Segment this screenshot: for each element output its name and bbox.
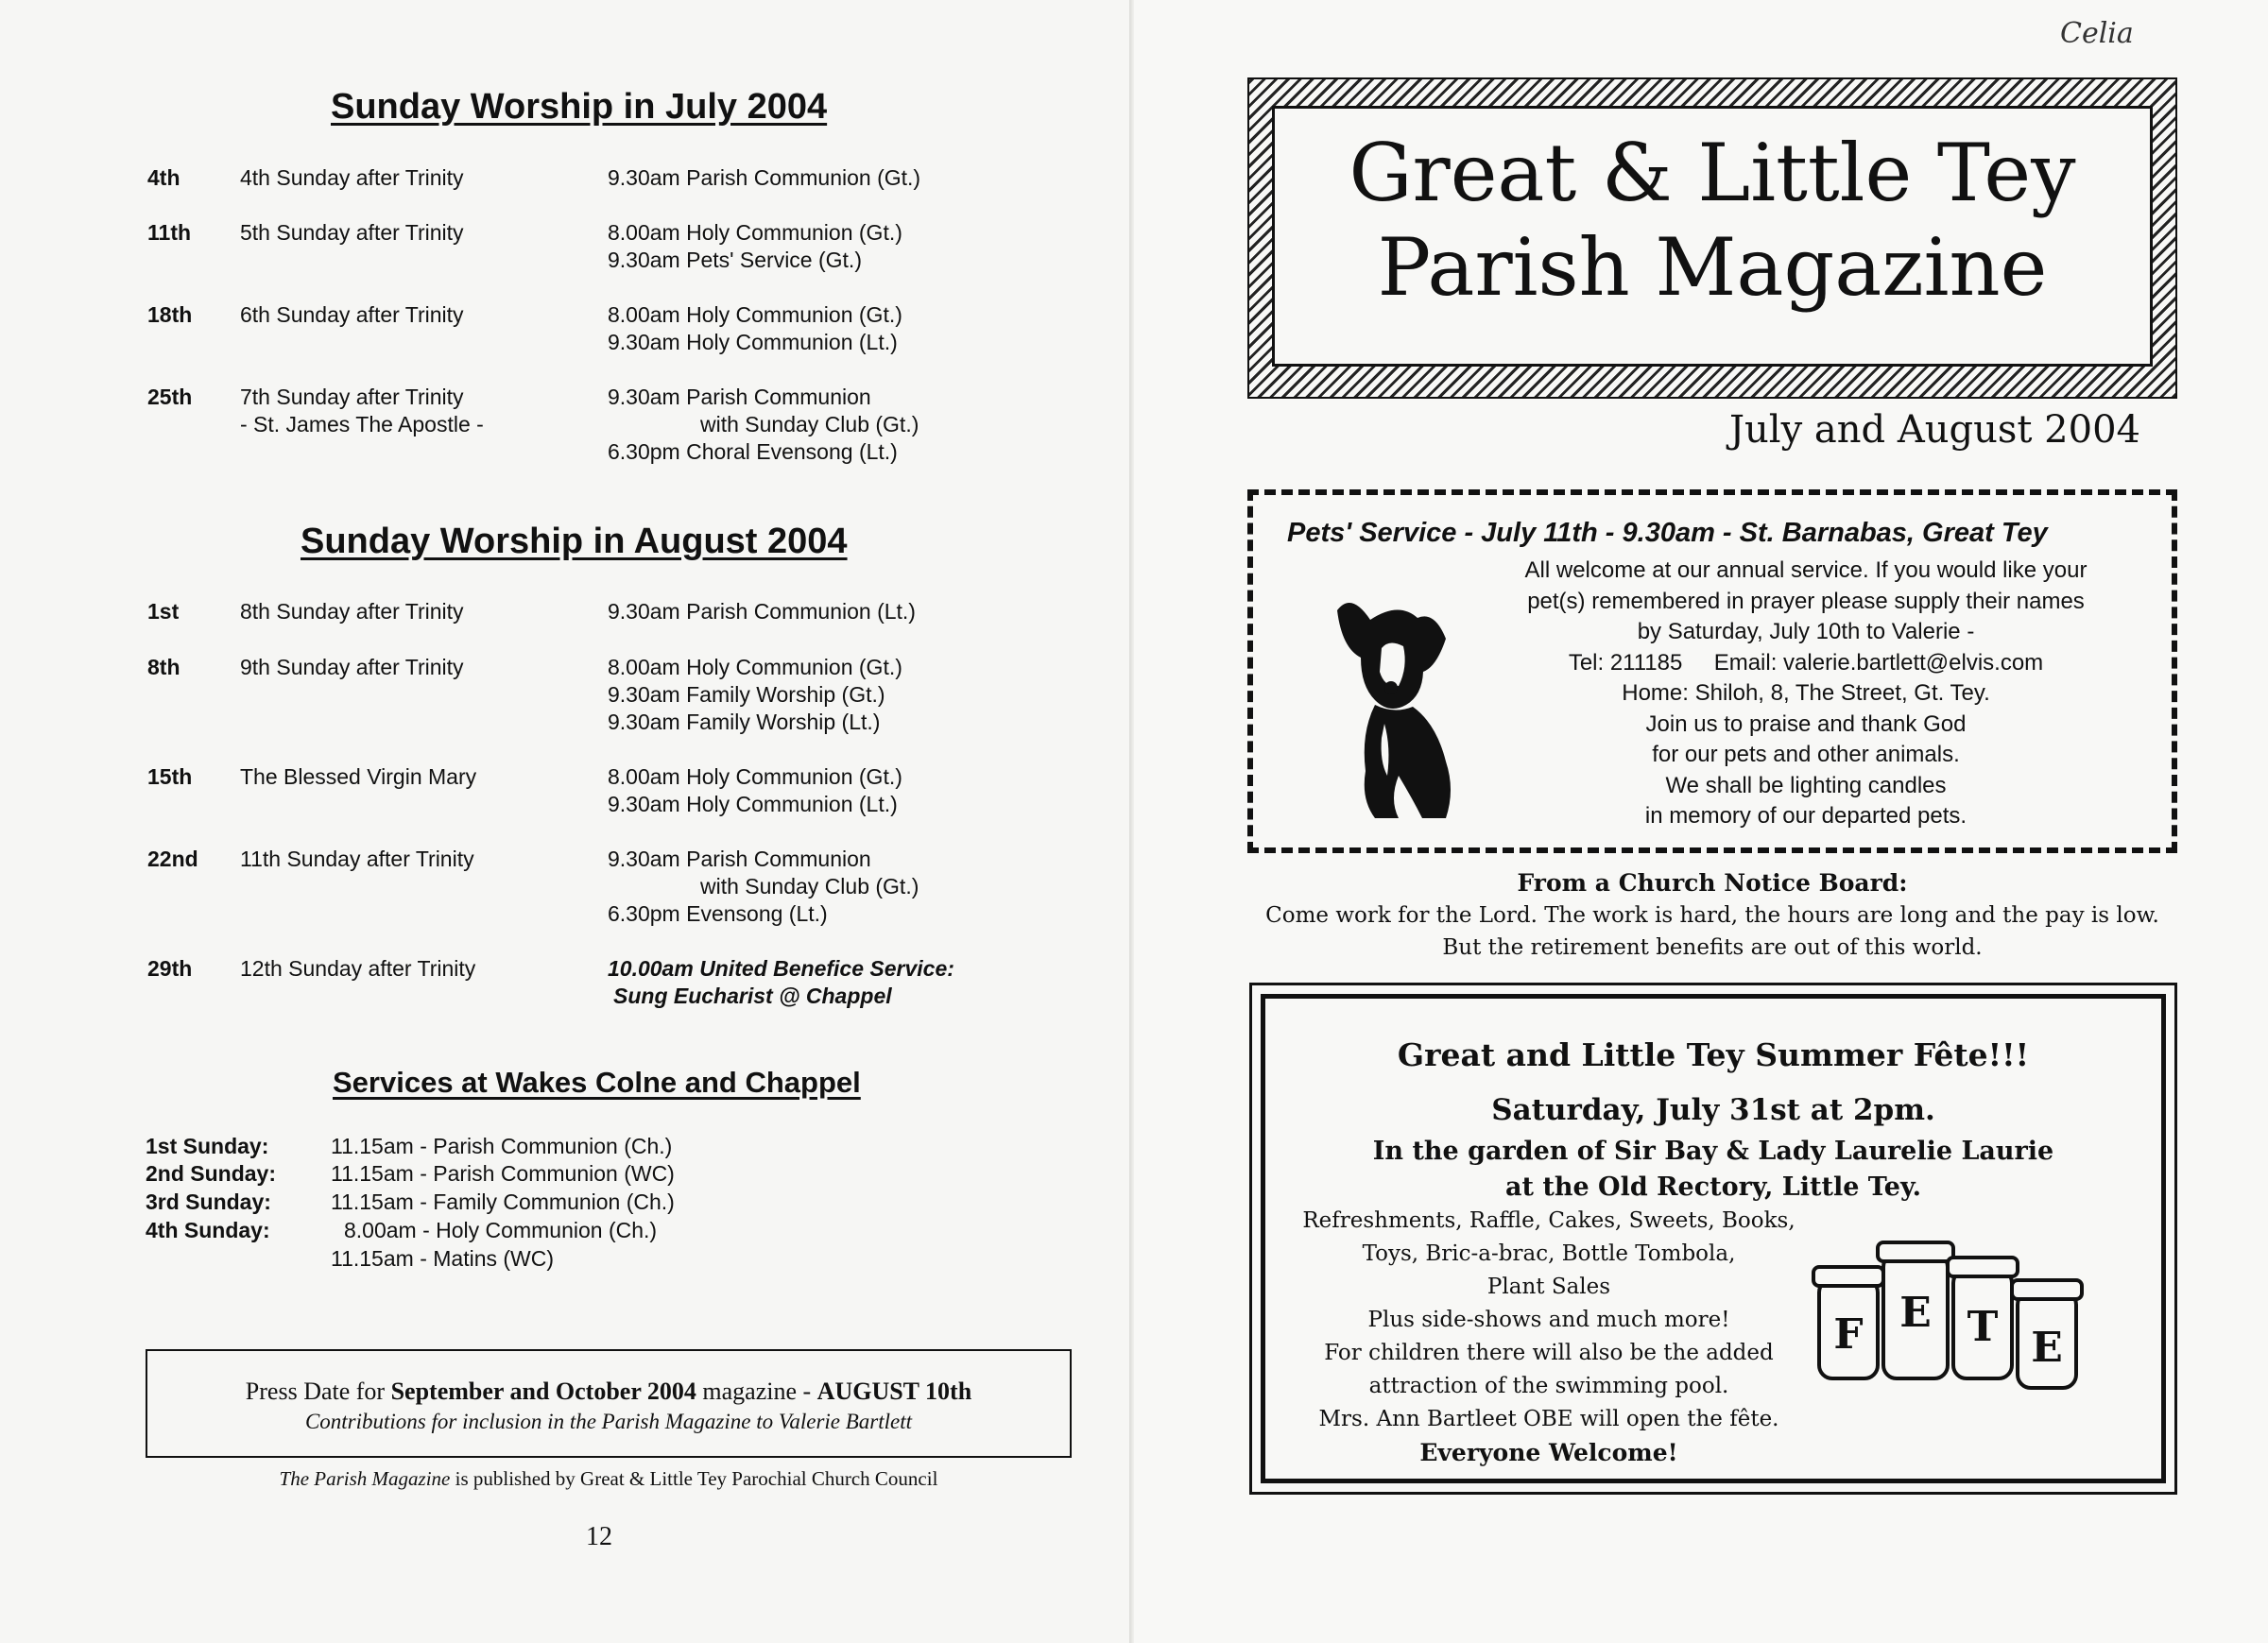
- press-date-box: [146, 1349, 1072, 1458]
- row-name: 12th Sunday after Trinity: [240, 956, 476, 981]
- wakes-label: 1st Sunday:: [146, 1134, 269, 1158]
- row-day: 22nd: [147, 847, 198, 871]
- row-services: [608, 846, 919, 928]
- pets-line: for our pets and other animals.: [1652, 742, 1960, 767]
- row-services: [608, 598, 916, 625]
- issue-date: July and August 2004: [1729, 408, 2140, 452]
- published-italic: The Parish Magazine: [279, 1467, 451, 1490]
- service-line: with Sunday Club (Gt.): [700, 874, 919, 899]
- notice-line: But the retirement benefits are out of this world.: [1442, 935, 1983, 960]
- pets-line: Join us to praise and thank God: [1645, 710, 1967, 737]
- row-name: [240, 384, 484, 438]
- press-date: AUGUST 10th: [816, 1378, 972, 1405]
- jar-letter: T: [1967, 1303, 1999, 1351]
- notice-line: Come work for the Lord. The work is hard, the hours are long and the pay is low.: [1265, 903, 2159, 928]
- row-name: 11th Sunday after Trinity: [240, 847, 474, 871]
- row-name: 6th Sunday after Trinity: [240, 302, 464, 327]
- fete-line: Toys, Bric-a-brac, Bottle Tombola,: [1362, 1241, 1736, 1266]
- pets-service-box: [1247, 489, 2177, 853]
- handwritten-note: Celia: [2060, 17, 2134, 50]
- fete-line: For children there will also be the added: [1324, 1341, 1774, 1365]
- row-services: [608, 301, 902, 356]
- pets-line: by Saturday, July 10th to Valerie -: [1637, 619, 1975, 644]
- row-services: [608, 219, 902, 274]
- row-day: 29th: [147, 956, 193, 981]
- fete-attractions: [1284, 1205, 1813, 1469]
- notice-board: [1247, 867, 2177, 964]
- notice-heading: From a Church Notice Board:: [1517, 869, 1908, 897]
- row-name: The Blessed Virgin Mary: [240, 764, 477, 789]
- row-day: 15th: [147, 764, 193, 789]
- service-line: 9.30am Family Worship (Gt.): [608, 682, 885, 707]
- service-line: 9.30am Parish Communion: [608, 385, 871, 409]
- service-line: 10.00am United Benefice Service:: [608, 956, 954, 981]
- service-line: 9.30am Parish Communion (Lt.): [608, 599, 916, 624]
- fete-jars-illustration: [1810, 1237, 2093, 1397]
- dog-illustration: [1332, 582, 1465, 828]
- service-line: with Sunday Club (Gt.): [700, 412, 919, 436]
- press-date-line: [147, 1378, 1070, 1406]
- fete-title: Great and Little Tey Summer Fête!!!: [1397, 1036, 2030, 1073]
- row-services: [608, 654, 902, 736]
- pets-line: We shall be lighting candles: [1665, 772, 1947, 798]
- pets-line: Home: Shiloh, 8, The Street, Gt. Tey.: [1622, 680, 1990, 706]
- pets-line: in memory of our departed pets.: [1644, 803, 1967, 829]
- wakes-value: 11.15am - Parish Communion (WC): [331, 1161, 675, 1186]
- fete-line: attraction of the swimming pool.: [1368, 1374, 1729, 1398]
- masthead-line2: Parish Magazine: [1377, 221, 2048, 314]
- wakes-value: 11.15am - Matins (WC): [331, 1246, 555, 1271]
- wakes-label: 4th Sunday:: [146, 1218, 270, 1242]
- row-services: [608, 763, 902, 818]
- masthead-line1: Great & Little Tey: [1349, 127, 2076, 219]
- row-name: 8th Sunday after Trinity: [240, 599, 464, 624]
- fete-line: Mrs. Ann Bartleet OBE will open the fête.: [1318, 1407, 1779, 1431]
- fete-box-inner: [1261, 994, 2166, 1483]
- service-line: 9.30am Pets' Service (Gt.): [608, 248, 862, 272]
- jar-letter: F: [1833, 1310, 1864, 1359]
- published-rest: is published by Great & Little Tey Parochial Church Council: [450, 1467, 938, 1490]
- row-services: [608, 955, 954, 1010]
- wakes-label: 2nd Sunday:: [146, 1161, 277, 1186]
- press-note: Contributions for inclusion in the Parish Magazine to Valerie Bartlett: [304, 1410, 913, 1433]
- august-heading: Sunday Worship in August 2004: [301, 522, 848, 561]
- fete-welcome: Everyone Welcome!: [1419, 1439, 1678, 1466]
- service-line: 8.00am Holy Communion (Gt.): [608, 655, 902, 679]
- published-by: [146, 1467, 1072, 1491]
- row-services: [608, 164, 920, 192]
- masthead: [1247, 77, 2177, 399]
- fete-line: Refreshments, Raffle, Cakes, Sweets, Books,: [1302, 1208, 1796, 1233]
- row-name: 5th Sunday after Trinity: [240, 220, 464, 245]
- service-line: 8.00am Holy Communion (Gt.): [608, 764, 902, 789]
- jar-letter: E: [2031, 1324, 2063, 1372]
- press-mid: magazine -: [696, 1378, 817, 1405]
- row-day: 11th: [147, 220, 192, 245]
- pets-line: Tel: 211185 Email: valerie.bartlett@elvis.com: [1568, 649, 2044, 676]
- pets-body: [1470, 556, 2141, 832]
- july-heading: Sunday Worship in July 2004: [331, 87, 828, 127]
- row-day: 4th: [147, 165, 180, 190]
- row-day: 18th: [147, 302, 193, 327]
- service-line: 9.30am Holy Communion (Lt.): [608, 792, 898, 816]
- fete-line: Plant Sales: [1486, 1275, 1611, 1299]
- service-line: 6.30pm Evensong (Lt.): [608, 901, 828, 926]
- wakes-value: 8.00am - Holy Communion (Ch.): [344, 1218, 658, 1242]
- wakes-value: 11.15am - Parish Communion (Ch.): [331, 1134, 673, 1158]
- service-line: 6.30pm Choral Evensong (Lt.): [608, 439, 898, 464]
- page-number: 12: [586, 1522, 612, 1551]
- wakes-value: 11.15am - Family Communion (Ch.): [331, 1189, 675, 1214]
- service-line: 9.30am Holy Communion (Lt.): [608, 330, 898, 354]
- row-day: 8th: [147, 655, 180, 679]
- wakes-heading: Services at Wakes Colne and Chappel: [333, 1066, 861, 1099]
- row-day: 1st: [147, 599, 180, 624]
- row-name: 9th Sunday after Trinity: [240, 655, 464, 679]
- row-services: [608, 384, 919, 466]
- service-line: 8.00am Holy Communion (Gt.): [608, 220, 902, 245]
- row-name: 4th Sunday after Trinity: [240, 165, 464, 190]
- row-name-subline: - St. James The Apostle -: [240, 412, 484, 436]
- fete-box: [1249, 983, 2177, 1495]
- fete-location: In the garden of Sir Bay & Lady Laurelie Laurie: [1372, 1137, 2054, 1166]
- service-line: 8.00am Holy Communion (Gt.): [608, 302, 902, 327]
- pets-title: Pets' Service - July 11th - 9.30am - St. Barnabas, Great Tey: [1287, 518, 2048, 548]
- service-line: 9.30am Parish Communion: [608, 847, 871, 871]
- row-name-line: 7th Sunday after Trinity: [240, 385, 464, 409]
- jar-letter: E: [1899, 1289, 1932, 1337]
- fete-line: Plus side-shows and much more!: [1367, 1308, 1730, 1332]
- fete-date: Saturday, July 31st at 2pm.: [1491, 1093, 1935, 1127]
- press-prefix: Press Date for: [245, 1378, 391, 1405]
- service-line: 9.30am Family Worship (Lt.): [608, 710, 881, 734]
- pets-line: All welcome at our annual service. If you would like your: [1524, 557, 2088, 583]
- row-day: 25th: [147, 385, 193, 409]
- service-line: Sung Eucharist @ Chappel: [613, 984, 892, 1008]
- fete-location: at the Old Rectory, Little Tey.: [1505, 1172, 1921, 1202]
- pets-line: pet(s) remembered in prayer please supply their names: [1527, 588, 2085, 614]
- wakes-label: 3rd Sunday:: [146, 1189, 271, 1214]
- press-issue: September and October 2004: [390, 1378, 696, 1405]
- masthead-inner: [1272, 106, 2153, 367]
- service-line: 9.30am Parish Communion (Gt.): [608, 165, 921, 190]
